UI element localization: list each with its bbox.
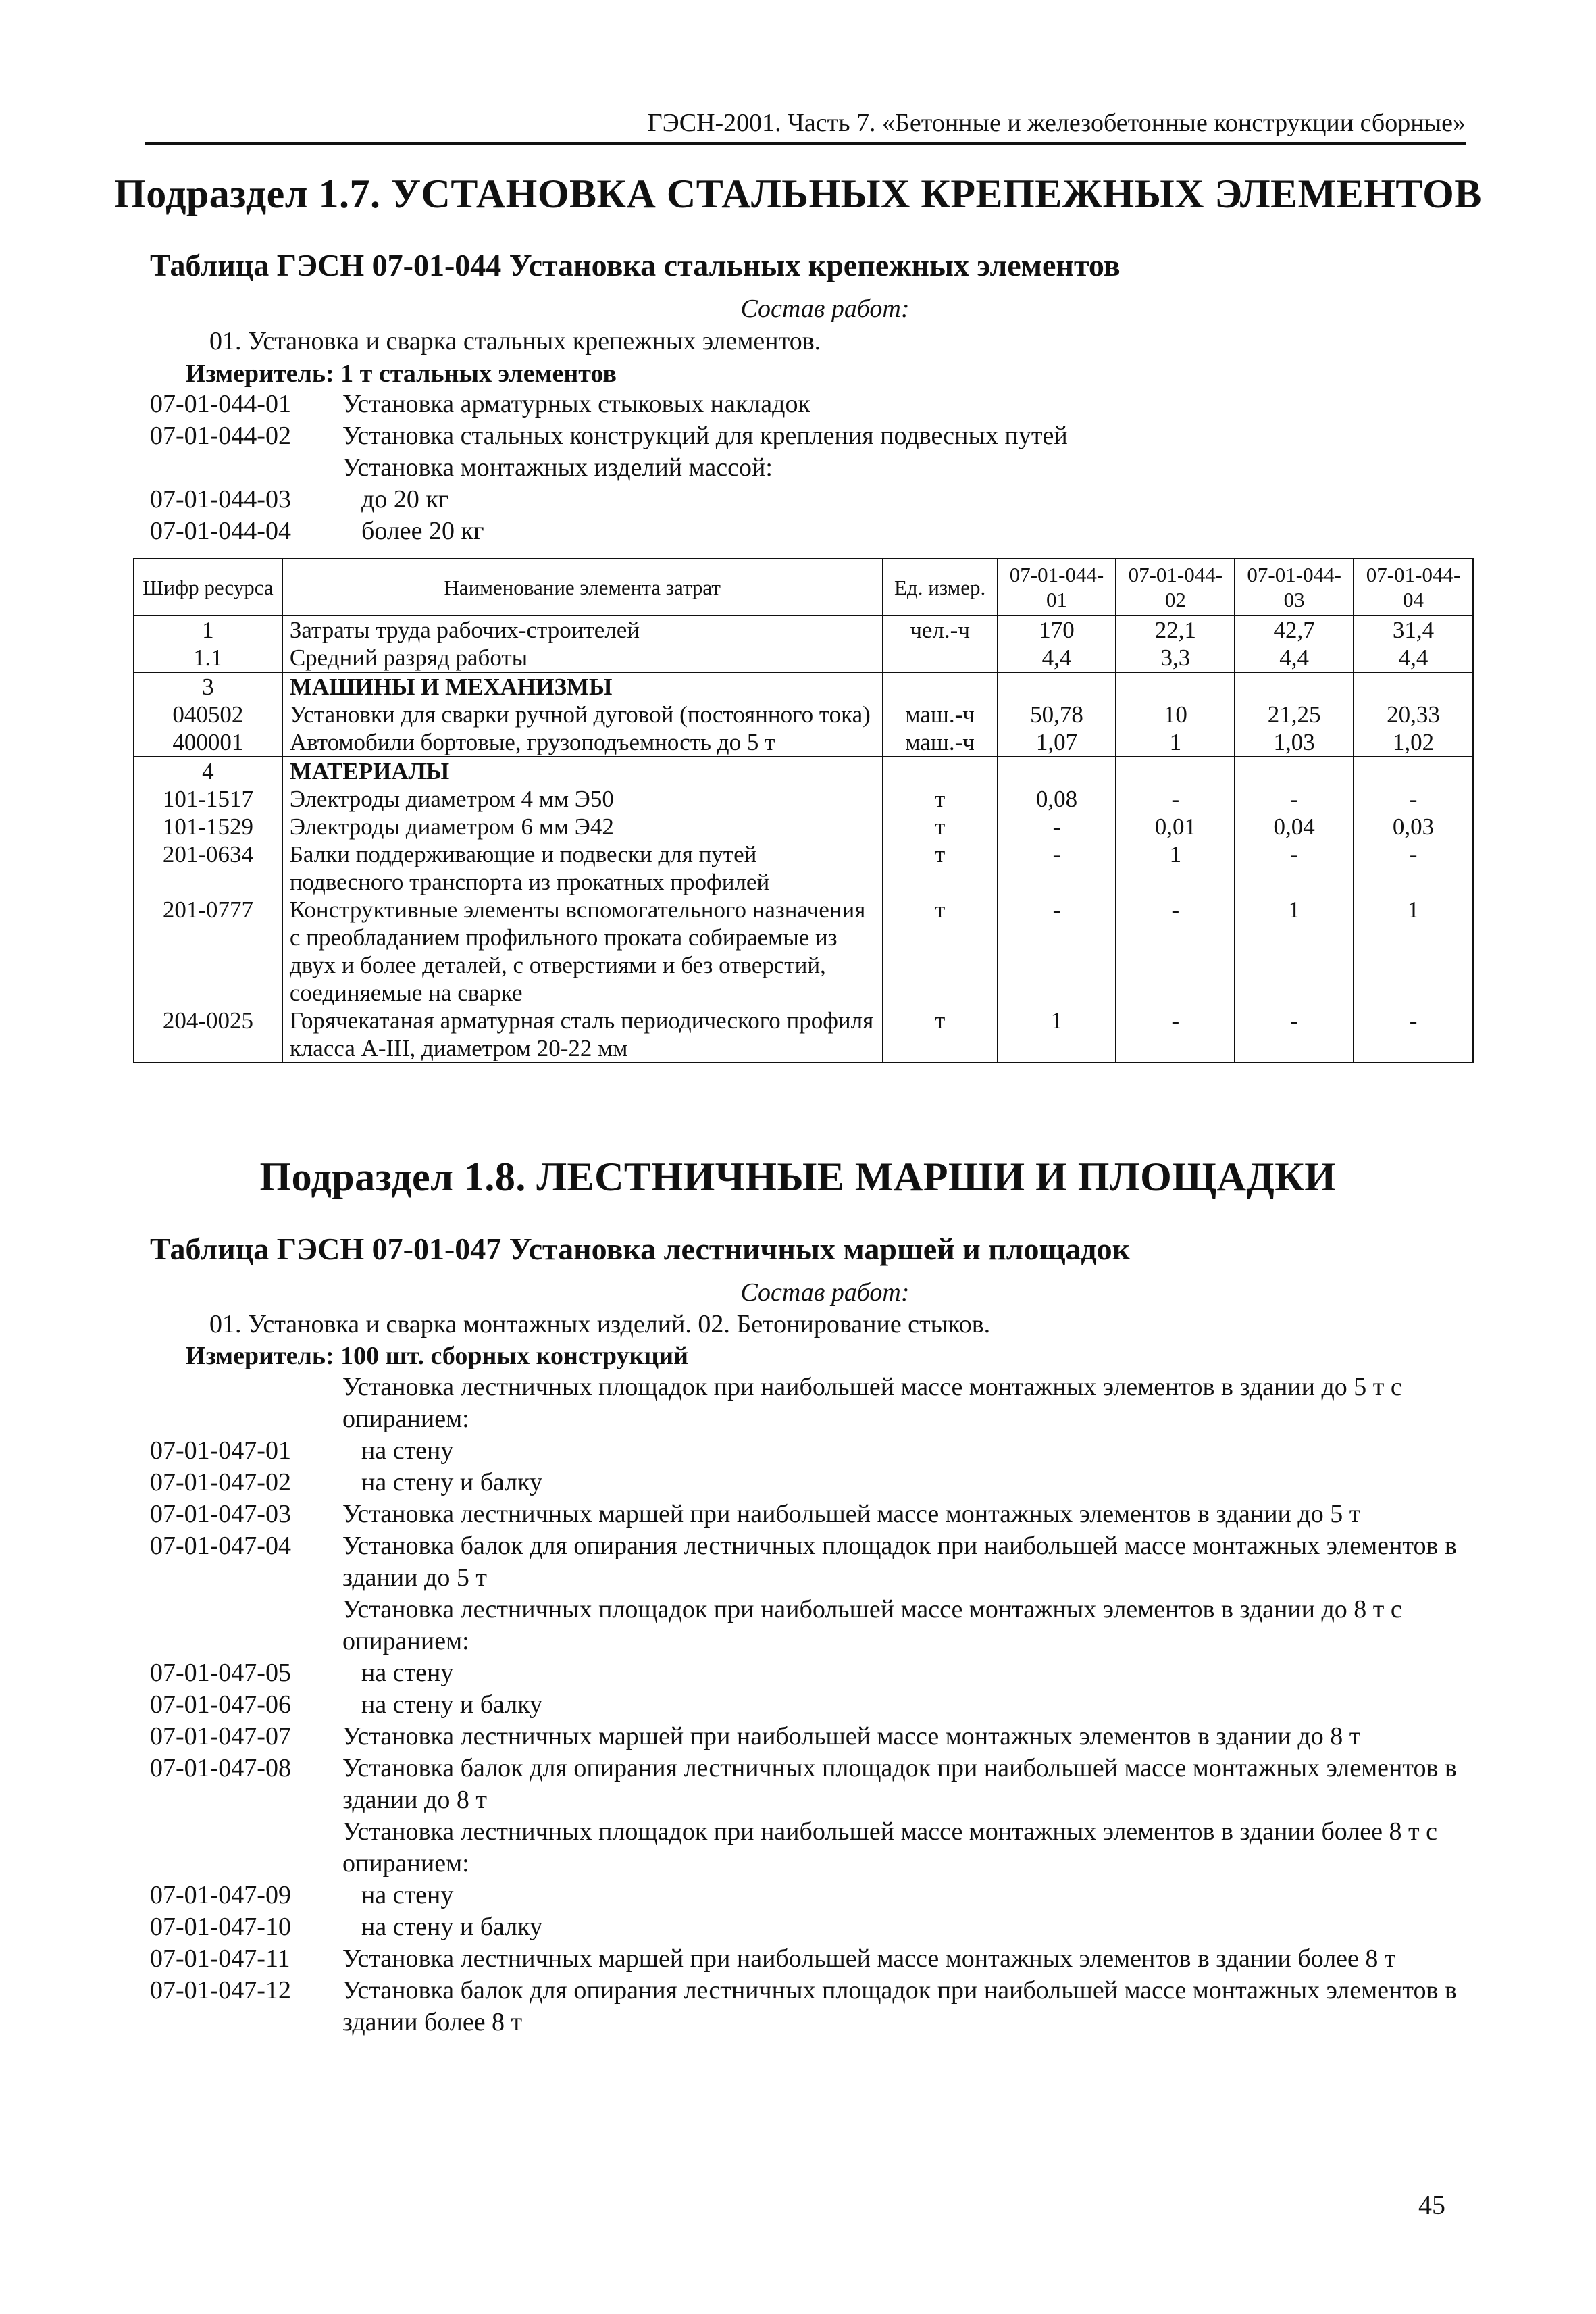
table-cell: Электроды диаметром 6 мм Э42 (282, 813, 883, 840)
table-row (134, 672, 1473, 701)
list-item (150, 452, 1501, 484)
description: Установка лестничных маршей при наибольшей массе монтажных элементов в здании до 5 т (342, 1500, 1361, 1528)
column-header: Наименование элемента затрат (282, 559, 883, 615)
table-cell: 201-0777 (134, 896, 282, 1007)
table-cell (1354, 757, 1473, 785)
table-title: Таблица ГЭСН 07-01-047 Установка лестничных маршей и площадок (150, 1232, 1131, 1266)
list-item (150, 1594, 1501, 1657)
table-cell: 0,04 (1235, 813, 1354, 840)
description: до 20 кг (361, 485, 449, 513)
description: Установка лестничных маршей при наибольшей массе монтажных элементов в здании до 8 т (342, 1722, 1361, 1751)
table-cell (883, 644, 998, 672)
table-cell: 201-0634 (134, 840, 282, 896)
resource-table (133, 558, 1474, 1063)
column-header: 07-01-044-04 (1354, 559, 1473, 615)
code (150, 1372, 342, 1435)
table-cell: - (1235, 785, 1354, 813)
list-item (150, 484, 1501, 515)
code: 07-01-047-09 (150, 1881, 291, 1909)
table-row (134, 615, 1473, 644)
code: 07-01-044-01 (150, 390, 291, 418)
table-cell: - (1235, 1007, 1354, 1063)
list-item (150, 1372, 1501, 1435)
table-cell: Автомобили бортовые, грузоподъемность до 5 т (282, 728, 883, 757)
table-cell: чел.-ч (883, 615, 998, 644)
code: 07-01-047-10 (150, 1913, 291, 1941)
meter-label: Измеритель: 100 шт. сборных конструкций (186, 1342, 689, 1370)
description: Установка лестничных площадок при наибольшей массе монтажных элементов в здании более 8 т с опиранием: (342, 1817, 1437, 1878)
table-cell: - (998, 896, 1116, 1007)
table-cell: т (883, 840, 998, 896)
description: Установка лестничных маршей при наибольшей массе монтажных элементов в здании более 8 т (342, 1944, 1396, 1973)
code: 07-01-044-02 (150, 422, 291, 450)
table-cell (998, 757, 1116, 785)
table-cell: - (1354, 785, 1473, 813)
table-cell: 1,07 (998, 728, 1116, 757)
table-cell: 400001 (134, 728, 282, 757)
table-cell: 1,02 (1354, 728, 1473, 757)
code-list (150, 388, 1501, 547)
list-item (150, 1911, 1501, 1943)
list-item (150, 388, 1501, 420)
table-cell: 1 (1235, 896, 1354, 1007)
table-cell: - (1116, 785, 1235, 813)
running-header: ГЭСН-2001. Часть 7. «Бетонные и железобетонные конструкции сборные» (145, 107, 1466, 145)
table-cell: 42,7 (1235, 615, 1354, 644)
table-cell: - (1354, 840, 1473, 896)
table-cell: т (883, 896, 998, 1007)
code: 07-01-047-07 (150, 1722, 291, 1751)
table-cell (1116, 757, 1235, 785)
table-cell: 4,4 (1235, 644, 1354, 672)
list-item (150, 1975, 1501, 2038)
column-header: 07-01-044-03 (1235, 559, 1354, 615)
table-cell: 10 (1116, 701, 1235, 728)
code: 07-01-044-04 (150, 517, 291, 545)
code-list (150, 1372, 1501, 2038)
table-cell: - (1116, 896, 1235, 1007)
code: 07-01-047-05 (150, 1659, 291, 1687)
table-cell: Средний разряд работы (282, 644, 883, 672)
description: Установка балок для опирания лестничных площадок при наибольшей массе монтажных элементов в здании более 8 т (342, 1976, 1457, 2036)
description: Установка балок для опирания лестничных площадок при наибольшей массе монтажных элементов в здании до 8 т (342, 1754, 1457, 1814)
section-heading: Подраздел 1.7. УСТАНОВКА СТАЛЬНЫХ КРЕПЕЖНЫХ ЭЛЕМЕНТОВ (114, 172, 1482, 216)
table-cell: 50,78 (998, 701, 1116, 728)
table-cell: 040502 (134, 701, 282, 728)
code: 07-01-047-01 (150, 1436, 291, 1465)
composition-title: Состав работ: (740, 1278, 910, 1307)
list-item (150, 1657, 1501, 1689)
description: более 20 кг (361, 517, 484, 545)
description: Установка монтажных изделий массой: (342, 453, 773, 482)
table-cell: 1.1 (134, 644, 282, 672)
table-cell: - (998, 813, 1116, 840)
table-title: Таблица ГЭСН 07-01-044 Установка стальных крепежных элементов (150, 248, 1121, 282)
list-item (150, 1943, 1501, 1975)
table-row (134, 785, 1473, 813)
code (150, 1816, 342, 1880)
table-row (134, 644, 1473, 672)
table-cell: МАШИНЫ И МЕХАНИЗМЫ (282, 672, 883, 701)
column-header: Шифр ресурса (134, 559, 282, 615)
table-cell: 0,01 (1116, 813, 1235, 840)
code: 07-01-047-11 (150, 1944, 290, 1973)
table-cell: 31,4 (1354, 615, 1473, 644)
table-cell: - (1116, 1007, 1235, 1063)
table-cell (1116, 672, 1235, 701)
table-row (134, 1007, 1473, 1063)
description: на стену и балку (361, 1913, 543, 1941)
description: Установка стальных конструкций для крепления подвесных путей (342, 422, 1068, 450)
table-header-row (134, 559, 1473, 615)
table-cell (883, 757, 998, 785)
table-cell: 3 (134, 672, 282, 701)
code: 07-01-044-03 (150, 485, 291, 513)
table-cell: 22,1 (1116, 615, 1235, 644)
composition-title: Состав работ: (740, 295, 910, 323)
table-cell: 1 (1116, 728, 1235, 757)
table-cell: 4,4 (1354, 644, 1473, 672)
table-cell: т (883, 785, 998, 813)
table-cell (883, 672, 998, 701)
list-item (150, 1721, 1501, 1753)
table-cell: маш.-ч (883, 701, 998, 728)
table-cell: 3,3 (1116, 644, 1235, 672)
table-cell: маш.-ч (883, 728, 998, 757)
table-cell: - (1354, 1007, 1473, 1063)
table-cell: 204-0025 (134, 1007, 282, 1063)
table-cell: - (998, 840, 1116, 896)
list-item (150, 420, 1501, 452)
meter-label: Измеритель: 1 т стальных элементов (186, 359, 617, 388)
list-item (150, 515, 1501, 547)
table-cell: 21,25 (1235, 701, 1354, 728)
code: 07-01-047-03 (150, 1500, 291, 1528)
list-item (150, 1530, 1501, 1594)
column-header: 07-01-044-01 (998, 559, 1116, 615)
column-header: Ед. измер. (883, 559, 998, 615)
table-cell (1354, 672, 1473, 701)
description: на стену и балку (361, 1690, 543, 1719)
code: 07-01-047-02 (150, 1468, 291, 1496)
description: Установка лестничных площадок при наибольшей массе монтажных элементов в здании до 5 т с опиранием: (342, 1373, 1402, 1433)
list-item (150, 1689, 1501, 1721)
table-cell: 0,08 (998, 785, 1116, 813)
list-item (150, 1816, 1501, 1880)
table-cell (1235, 757, 1354, 785)
description: Установка арматурных стыковых накладок (342, 390, 810, 418)
table-cell: Затраты труда рабочих-строителей (282, 615, 883, 644)
code: 07-01-047-04 (150, 1532, 291, 1560)
table-cell: - (1235, 840, 1354, 896)
composition-text: 01. Установка и сварка монтажных изделий. 02. Бетонирование стыков. (209, 1310, 991, 1338)
list-item (150, 1753, 1501, 1816)
table-cell: т (883, 1007, 998, 1063)
description: Установка балок для опирания лестничных площадок при наибольшей массе монтажных элементов в здании до 5 т (342, 1532, 1457, 1592)
table-cell: 0,03 (1354, 813, 1473, 840)
code: 07-01-047-12 (150, 1976, 291, 2005)
table-cell: 1 (134, 615, 282, 644)
table-row (134, 728, 1473, 757)
table-cell: МАТЕРИАЛЫ (282, 757, 883, 785)
table-cell: 20,33 (1354, 701, 1473, 728)
table-cell: Балки поддерживающие и подвески для путей подвесного транспорта из прокатных профилей (282, 840, 883, 896)
table-cell (998, 672, 1116, 701)
table-cell: 101-1517 (134, 785, 282, 813)
list-item (150, 1499, 1501, 1530)
table-cell: Горячекатаная арматурная сталь периодического профиля класса А-III, диаметром 20-22 мм (282, 1007, 883, 1063)
list-item (150, 1880, 1501, 1911)
table-cell: 4,4 (998, 644, 1116, 672)
table-cell: 1,03 (1235, 728, 1354, 757)
table-cell: т (883, 813, 998, 840)
code (150, 1594, 342, 1657)
description: на стену (361, 1659, 454, 1687)
table-cell: 101-1529 (134, 813, 282, 840)
code: 07-01-047-08 (150, 1754, 291, 1782)
table-cell: 1 (1354, 896, 1473, 1007)
table-cell: 4 (134, 757, 282, 785)
description: на стену (361, 1436, 454, 1465)
description: на стену и балку (361, 1468, 543, 1496)
page-number: 45 (1418, 2190, 1445, 2220)
list-item (150, 1467, 1501, 1499)
table-row (134, 757, 1473, 785)
list-item (150, 1435, 1501, 1467)
table-row (134, 701, 1473, 728)
description: Установка лестничных площадок при наибольшей массе монтажных элементов в здании до 8 т с опиранием: (342, 1595, 1402, 1655)
table-row (134, 896, 1473, 1007)
table-row (134, 813, 1473, 840)
table-cell: Электроды диаметром 4 мм Э50 (282, 785, 883, 813)
description: на стену (361, 1881, 454, 1909)
section-heading: Подраздел 1.8. ЛЕСТНИЧНЫЕ МАРШИ И ПЛОЩАДКИ (259, 1155, 1337, 1199)
table-cell: 1 (1116, 840, 1235, 896)
composition-text: 01. Установка и сварка стальных крепежных элементов. (209, 327, 821, 355)
code: 07-01-047-06 (150, 1690, 291, 1719)
code (150, 452, 342, 484)
column-header: 07-01-044-02 (1116, 559, 1235, 615)
table-cell: 1 (998, 1007, 1116, 1063)
table-cell: Установки для сварки ручной дуговой (постоянного тока) (282, 701, 883, 728)
table-cell: 170 (998, 615, 1116, 644)
table-cell: Конструктивные элементы вспомогательного назначения с преобладанием профильного проката собираемые из двух и более деталей, с отверстиями и без отверстий, соединяемые на сварке (282, 896, 883, 1007)
table-cell (1235, 672, 1354, 701)
table-row (134, 840, 1473, 896)
